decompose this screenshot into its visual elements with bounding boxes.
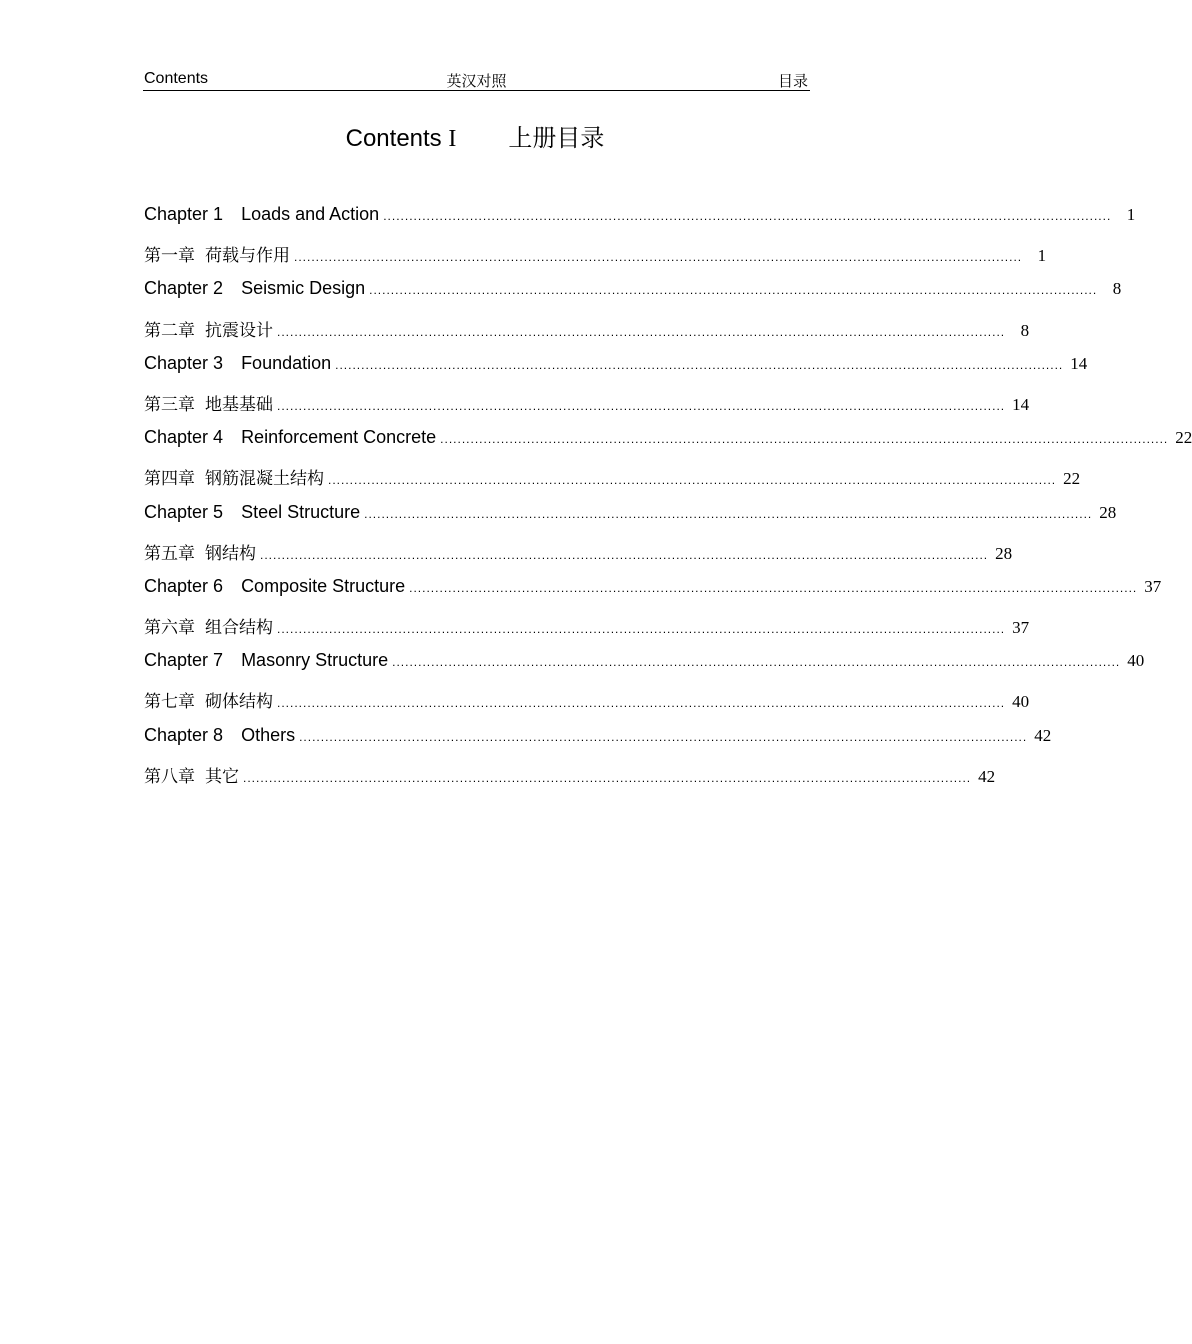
toc-entry-title: 组合结构 — [205, 618, 273, 639]
toc-entry-page: 40 — [1012, 692, 1030, 712]
toc-entry-page: 1 — [1037, 246, 1047, 266]
dot-leader: ........................................................................................................................................................................ — [277, 696, 1006, 711]
toc-entry-label: 第五章 — [144, 543, 195, 564]
toc-entry-title: Loads and Action — [241, 204, 380, 224]
dot-leader: ........................................................................................................................................................................ — [392, 655, 1121, 670]
toc-entry-label: Chapter 1 — [144, 204, 224, 224]
title-chinese: 上册目录 — [508, 124, 605, 152]
toc-entry[interactable] — [144, 501, 1117, 539]
toc-entry-title: 砌体结构 — [205, 692, 273, 713]
page-title — [0, 118, 950, 153]
toc-entry[interactable] — [144, 762, 996, 799]
dot-leader: ........................................................................................................................................................................ — [364, 506, 1093, 521]
toc-entry-title: Masonry Structure — [241, 650, 389, 671]
page-header — [143, 68, 810, 91]
toc-entry[interactable] — [144, 613, 1030, 650]
table-of-contents — [144, 204, 1192, 799]
toc-entry-label: 第一章 — [144, 246, 195, 267]
toc-entry-page: 42 — [1034, 725, 1052, 745]
toc-entry-title: 钢筋混凝土结构 — [205, 469, 324, 490]
dot-leader: ........................................................................................................................................................................ — [383, 209, 1112, 223]
toc-entry[interactable] — [144, 575, 1162, 613]
toc-entry-title: 抗震设计 — [205, 320, 273, 341]
header-right-text: 目录 — [777, 72, 808, 90]
dot-leader: ........................................................................................................................................................................ — [277, 324, 1006, 339]
toc-entry-page: 1 — [1126, 205, 1136, 224]
toc-entry-page: 14 — [1012, 394, 1030, 414]
dot-leader: ........................................................................................................................................................................ — [299, 729, 1028, 744]
toc-entry-page: 37 — [1144, 576, 1162, 596]
toc-entry-title: Reinforcement Concrete — [241, 427, 437, 448]
title-volume-numeral: I — [448, 126, 457, 152]
dot-leader: ........................................................................................................................................................................ — [335, 357, 1064, 372]
toc-entry-page: 8 — [1020, 320, 1030, 340]
dot-leader: ........................................................................................................................................................................ — [440, 432, 1169, 447]
toc-entry-page: 37 — [1012, 618, 1030, 638]
toc-entry-label: 第三章 — [144, 394, 195, 415]
toc-entry-label: 第六章 — [144, 618, 195, 639]
toc-entry-title: 其它 — [205, 766, 239, 787]
toc-entry-label: 第二章 — [144, 320, 195, 341]
dot-leader: ........................................................................................................................................................................ — [294, 250, 1023, 265]
dot-leader: ........................................................................................................................................................................ — [369, 283, 1098, 298]
toc-entry[interactable] — [144, 316, 1030, 353]
toc-entry[interactable] — [144, 352, 1088, 390]
toc-entry-title: Steel Structure — [241, 501, 361, 522]
toc-entry-title: Seismic Design — [241, 278, 366, 299]
toc-entry-page: 42 — [978, 766, 996, 786]
toc-entry[interactable] — [144, 539, 1013, 576]
toc-entry-label: 第八章 — [144, 766, 195, 787]
dot-leader: ........................................................................................................................................................................ — [260, 547, 989, 562]
dot-leader: ........................................................................................................................................................................ — [243, 770, 972, 785]
toc-entry-title: 钢结构 — [205, 543, 256, 564]
toc-entry-label: 第四章 — [144, 469, 195, 490]
header-left-text: Contents — [144, 70, 209, 87]
toc-entry[interactable] — [144, 650, 1145, 687]
toc-entry-label: Chapter 7 — [144, 650, 224, 671]
toc-entry[interactable] — [144, 278, 1122, 315]
title-english: Contents — [345, 125, 449, 152]
dot-leader: ........................................................................................................................................................................ — [409, 580, 1138, 595]
toc-entry-label: Chapter 5 — [144, 501, 224, 522]
toc-entry-label: Chapter 6 — [144, 575, 224, 596]
toc-entry-title: Others — [241, 724, 296, 745]
toc-entry-page: 22 — [1175, 428, 1192, 448]
dot-leader: ........................................................................................................................................................................ — [277, 622, 1006, 637]
toc-entry-label: Chapter 3 — [144, 352, 224, 373]
dot-leader: ........................................................................................................................................................................ — [277, 398, 1006, 413]
toc-entry-page: 22 — [1063, 469, 1081, 489]
toc-entry[interactable] — [144, 464, 1081, 501]
toc-entry-title: 荷载与作用 — [205, 246, 290, 267]
toc-entry-page: 40 — [1127, 651, 1145, 671]
toc-entry-page: 8 — [1112, 279, 1122, 299]
header-center-text: 英汉对照 — [446, 72, 507, 90]
toc-entry-label: Chapter 8 — [144, 724, 224, 745]
toc-entry[interactable] — [144, 724, 1052, 762]
toc-entry-label: Chapter 2 — [144, 278, 224, 299]
toc-entry-page: 28 — [1099, 502, 1117, 522]
toc-entry[interactable] — [144, 241, 1047, 278]
toc-entry-label: Chapter 4 — [144, 427, 224, 448]
dot-leader: ........................................................................................................................................................................ — [328, 473, 1057, 488]
toc-entry-label: 第七章 — [144, 692, 195, 713]
toc-entry-title: Composite Structure — [241, 575, 406, 596]
toc-entry[interactable] — [144, 427, 1192, 464]
toc-entry-page: 28 — [995, 543, 1013, 563]
toc-entry[interactable] — [144, 204, 1136, 241]
toc-entry[interactable] — [144, 687, 1030, 724]
toc-entry[interactable] — [144, 390, 1030, 427]
toc-entry-title: Foundation — [241, 352, 332, 373]
toc-entry-page: 14 — [1070, 353, 1088, 373]
toc-entry-title: 地基基础 — [205, 394, 273, 415]
